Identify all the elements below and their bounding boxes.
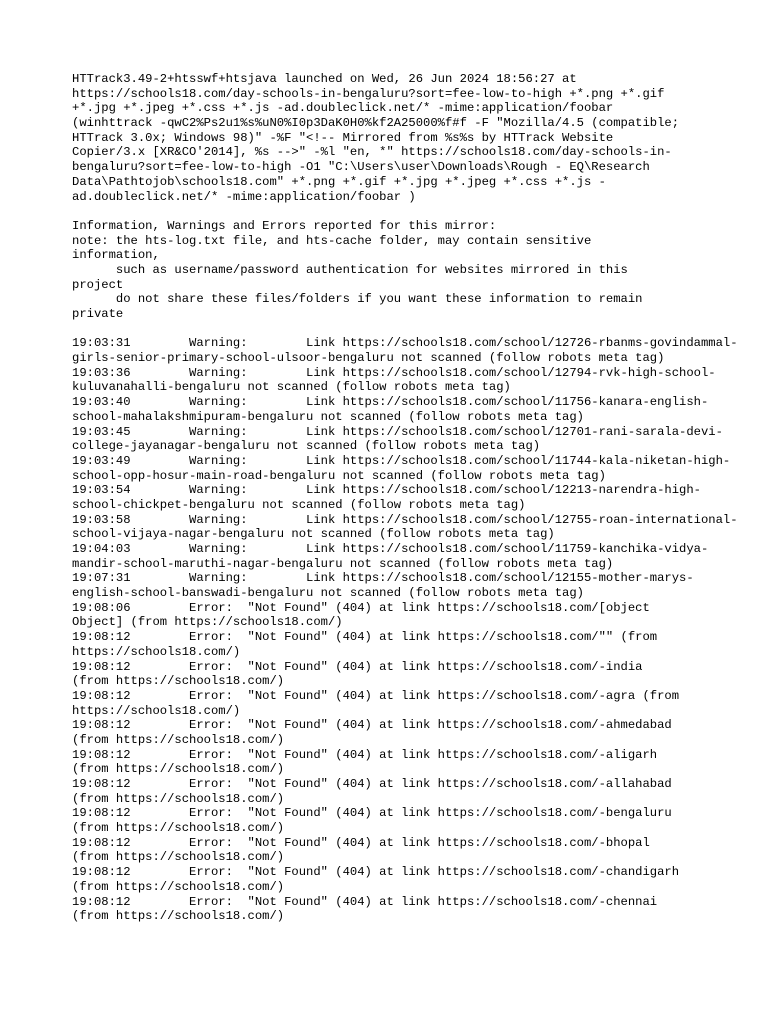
command-line: +*.jpg +*.jpeg +*.css +*.js -ad.doubleclick.net/* -mime:application/foobar [72, 101, 614, 116]
log-line: 19:03:54 Warning: Link https://schools18.com/school/12213-narendra-high- [72, 483, 701, 498]
log-line: 19:03:49 Warning: Link https://schools18.com/school/11744-kala-niketan-high- [72, 453, 731, 468]
command-line: HTTrack 3.0x; Windows 98)" -%F "<!-- Mirrored from %s%s by HTTrack Website [72, 130, 614, 145]
log-line: 19:07:31 Warning: Link https://schools18.com/school/12155-mother-marys- [72, 571, 694, 586]
log-line: (from https://schools18.com/) [72, 821, 285, 836]
log-line: 19:08:12 Error: "Not Found" (404) at link https://schools18.com/-agra (from [72, 688, 680, 703]
command-line: https://schools18.com/day-schools-in-bengaluru?sort=fee-low-to-high +*.png +*.gif [72, 86, 665, 101]
command-line: bengaluru?sort=fee-low-to-high -O1 "C:\Users\user\Downloads\Rough - EQ\Research [72, 160, 650, 175]
command-line: Copier/3.x [XR&CO'2014], %s -->" -%l "en, *" https://schools18.com/day-schools-in- [72, 145, 672, 160]
launch-command-block [72, 72, 702, 204]
info-line: note: the hts-log.txt file, and hts-cache folder, may contain sensitive [72, 233, 592, 248]
log-line: 19:08:06 Error: "Not Found" (404) at link https://schools18.com/[object [72, 600, 650, 615]
spacer [72, 204, 702, 219]
info-line: Information, Warnings and Errors reported for this mirror: [72, 218, 497, 233]
log-line: 19:03:36 Warning: Link https://schools18.com/school/12794-rvk-high-school- [72, 365, 716, 380]
info-line: do not share these files/folders if you want these information to remain [72, 292, 643, 307]
info-line: information, [72, 248, 160, 263]
log-line: school-vijaya-nagar-bengaluru not scanned (follow robots meta tag) [72, 527, 555, 542]
log-line: 19:08:12 Error: "Not Found" (404) at link https://schools18.com/-chandigarh [72, 865, 680, 880]
log-line: (from https://schools18.com/) [72, 879, 285, 894]
log-line: 19:03:31 Warning: Link https://schools18.com/school/12726-rbanms-govindammal- [72, 336, 738, 351]
log-line: 19:08:12 Error: "Not Found" (404) at link https://schools18.com/-allahabad [72, 777, 672, 791]
log-line: kuluvanahalli-bengaluru not scanned (follow robots meta tag) [72, 380, 511, 395]
command-line: HTTrack3.49-2+htsswf+htsjava launched on Wed, 26 Jun 2024 18:56:27 at [72, 72, 577, 86]
log-line: 19:08:12 Error: "Not Found" (404) at link https://schools18.com/-india [72, 659, 643, 674]
log-line: (from https://schools18.com/) [72, 732, 285, 747]
log-line: 19:04:03 Warning: Link https://schools18.com/school/11759-kanchika-vidya- [72, 542, 709, 556]
log-entries-block [72, 336, 738, 924]
log-line: girls-senior-primary-school-ulsoor-bengaluru not scanned (follow robots meta tag) [72, 351, 665, 366]
log-line: 19:08:12 Error: "Not Found" (404) at link https://schools18.com/"" (from [72, 630, 658, 645]
log-line: 19:08:12 Error: "Not Found" (404) at link https://schools18.com/-aligarh [72, 747, 658, 762]
log-document [72, 72, 738, 924]
log-line: 19:03:45 Warning: Link https://schools18.com/school/12701-rani-sarala-devi- [72, 424, 723, 439]
log-line: school-opp-hosur-main-road-bengaluru not scanned (follow robots meta tag) [72, 468, 606, 483]
log-line: school-chickpet-bengaluru not scanned (follow robots meta tag) [72, 497, 526, 512]
command-line: (winhttrack -qwC2%Ps2u1%s%uN0%I0p3DaK0H0%kf2A25000%f#f -F "Mozilla/4.5 (compatible; [72, 116, 680, 131]
log-line: college-jayanagar-bengaluru not scanned (follow robots meta tag) [72, 439, 541, 454]
log-line: 19:03:58 Warning: Link https://schools18.com/school/12755-roan-international- [72, 512, 738, 527]
log-line: https://schools18.com/) [72, 644, 241, 659]
info-line: private [72, 307, 124, 321]
command-line: Data\Pathtojob\schools18.com" +*.png +*.gif +*.jpg +*.jpeg +*.css +*.js - [72, 174, 606, 189]
log-line: 19:08:12 Error: "Not Found" (404) at link https://schools18.com/-bhopal [72, 835, 650, 850]
log-line: (from https://schools18.com/) [72, 791, 285, 806]
log-line: Object] (from https://schools18.com/) [72, 615, 343, 630]
log-line: 19:08:12 Error: "Not Found" (404) at link https://schools18.com/-ahmedabad [72, 718, 672, 733]
spacer [72, 322, 702, 337]
log-line: (from https://schools18.com/) [72, 909, 285, 924]
log-line: 19:08:12 Error: "Not Found" (404) at link https://schools18.com/-chennai [72, 894, 658, 909]
info-notice-block [72, 219, 702, 322]
info-line: such as username/password authentication for websites mirrored in this [72, 262, 628, 277]
log-line: english-school-banswadi-bengaluru not scanned (follow robots meta tag) [72, 586, 584, 601]
log-line: school-mahalakshmipuram-bengaluru not scanned (follow robots meta tag) [72, 409, 584, 424]
log-line: 19:08:12 Error: "Not Found" (404) at link https://schools18.com/-bengaluru [72, 806, 672, 821]
command-line: ad.doubleclick.net/* -mime:application/foobar ) [72, 189, 416, 204]
log-line: (from https://schools18.com/) [72, 850, 285, 865]
info-line: project [72, 277, 124, 292]
log-line: mandir-school-maruthi-nagar-bengaluru not scanned (follow robots meta tag) [72, 556, 614, 571]
log-line: 19:03:40 Warning: Link https://schools18.com/school/11756-kanara-english- [72, 395, 709, 410]
log-line: https://schools18.com/) [72, 703, 241, 718]
log-line: (from https://schools18.com/) [72, 674, 285, 689]
log-line: (from https://schools18.com/) [72, 762, 285, 777]
